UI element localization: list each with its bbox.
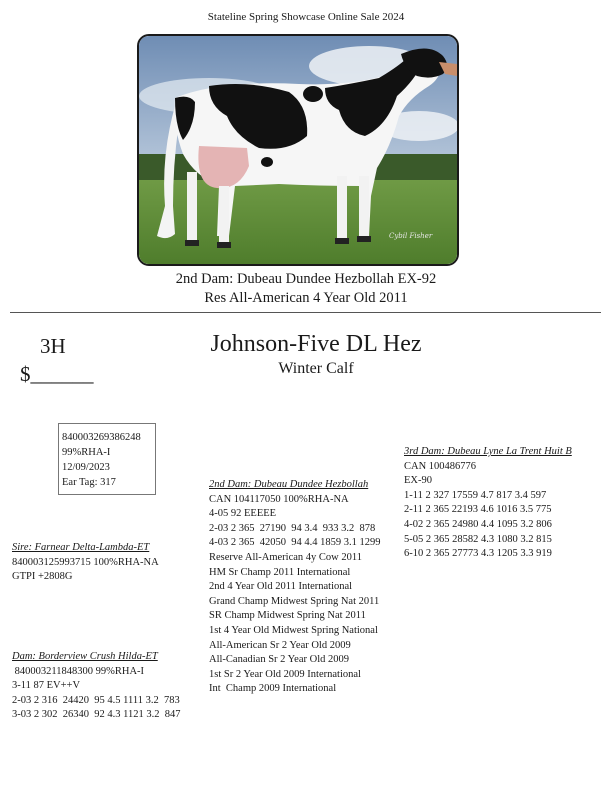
second-dam-line: 4-03 2 365 42050 94 4.4 1859 3.1 1299 [209,537,381,549]
second-dam-heading: 2nd Dam: Dubeau Dundee Hezbollah [209,479,369,490]
second-dam-line: 1st 4 Year Old Midwest Spring National [209,624,378,636]
divider [10,312,601,313]
second-dam-line: HM Sr Champ 2011 International [209,566,351,578]
second-dam-line: 1st Sr 2 Year Old 2009 International [209,668,361,680]
photo-signature: Cybil Fisher [389,232,433,240]
second-dam-line: Grand Champ Midwest Spring Nat 2011 [209,595,380,607]
dam-line: 3-11 87 EV++V [12,680,81,692]
dam-line: 2-03 2 316 24420 95 4.5 1111 3.2 783 [12,694,180,706]
sire-line: 840003125993715 100%RHA-NA [12,556,159,568]
second-dam-line: Int Champ 2009 International [209,683,337,695]
cow-photo [137,34,459,266]
third-dam-block [404,445,572,562]
dam-block [12,650,180,723]
sire-line: GTPI +2808G [12,571,73,583]
second-dam-line: CAN 104117050 100%RHA-NA [209,493,349,505]
third-dam-heading: 3rd Dam: Dubeau Lyne La Trent Huit B [404,446,572,457]
registration-number: 840003269386248 [62,432,141,443]
ear-tag: Ear Tag: 317 [62,477,116,488]
sire-heading: Sire: Farnear Delta-Lambda-ET [12,542,150,553]
photo-caption-line2: Res All-American 4 Year Old 2011 [204,290,408,306]
dam-line: 840003211848300 99%RHA-I [12,665,145,677]
second-dam-line: All-American Sr 2 Year Old 2009 [209,639,351,651]
dam-line: 3-03 2 302 26340 92 4.3 1121 3.2 847 [12,709,181,721]
third-dam-line: 2-11 2 365 22193 4.6 1016 3.5 775 [404,504,552,516]
second-dam-block [209,478,381,697]
birth-date: 12/09/2023 [62,462,110,473]
second-dam-line: 2-03 2 365 27190 94 3.4 933 3.2 878 [209,522,376,534]
rha-percent: 99%RHA-I [62,447,111,458]
sale-title: Stateline Spring Showcase Online Sale 2024 [207,11,405,23]
id-box [58,423,156,495]
lot-number: 3H [40,334,66,358]
price-blank: $______ [20,362,94,386]
third-dam-line: 4-02 2 365 24980 4.4 1095 3.2 806 [404,518,552,530]
third-dam-line: EX-90 [404,475,432,487]
second-dam-line: All-Canadian Sr 2 Year Old 2009 [209,654,349,666]
second-dam-line: 4-05 92 EEEEE [209,508,277,520]
animal-class: Winter Calf [278,360,354,377]
sire-block [12,541,159,585]
animal-name: Johnson-Five DL Hez [210,331,422,357]
dam-heading: Dam: Borderview Crush Hilda-ET [12,651,158,662]
second-dam-line: Reserve All-American 4y Cow 2011 [209,551,362,563]
third-dam-line: 1-11 2 327 17559 4.7 817 3.4 597 [404,489,547,501]
third-dam-line: 6-10 2 365 27773 4.3 1205 3.3 919 [404,548,552,560]
third-dam-line: 5-05 2 365 28582 4.3 1080 3.2 815 [404,533,552,545]
second-dam-line: 2nd 4 Year Old 2011 International [209,581,353,593]
second-dam-line: SR Champ Midwest Spring Nat 2011 [209,610,366,622]
third-dam-line: CAN 100486776 [404,460,477,472]
photo-caption-line1: 2nd Dam: Dubeau Dundee Hezbollah EX-92 [175,271,437,287]
